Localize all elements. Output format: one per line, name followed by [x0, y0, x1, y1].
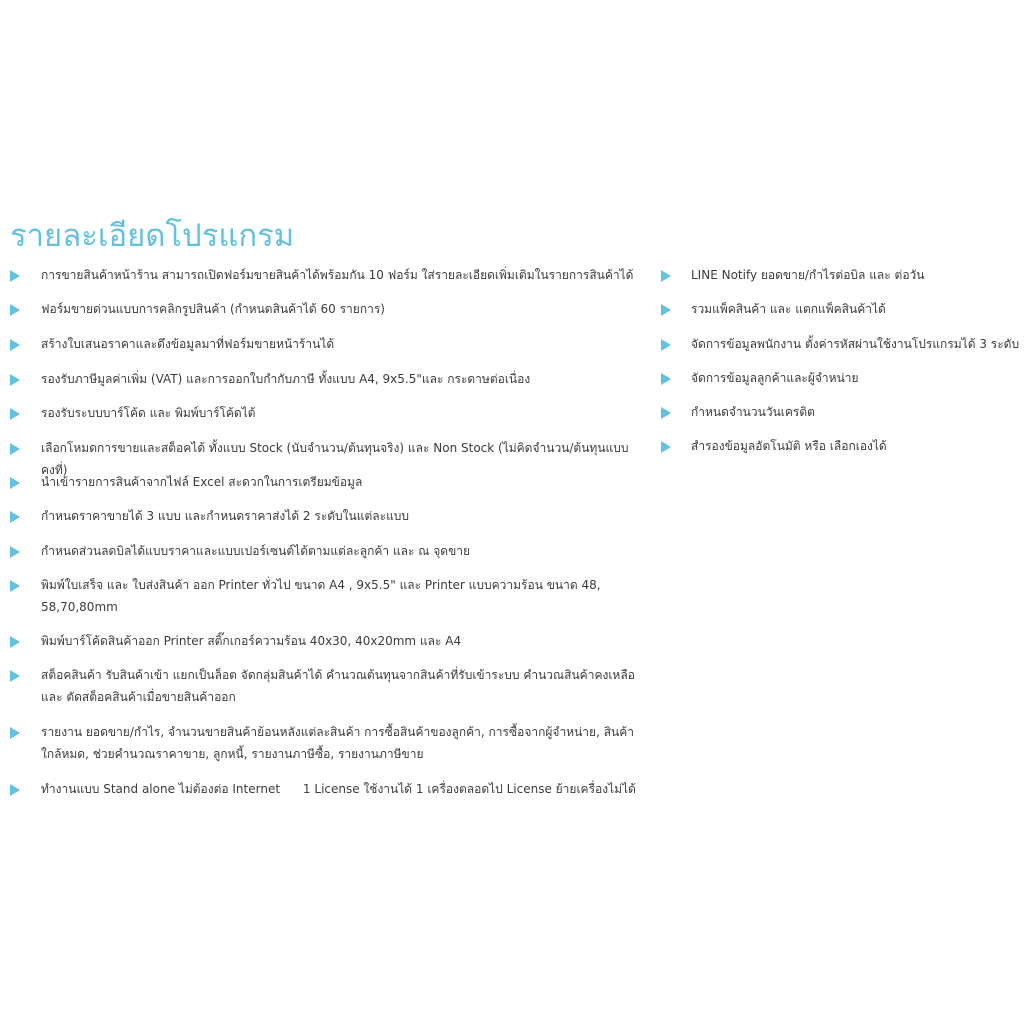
triangle-bullet-icon	[10, 727, 20, 739]
triangle-bullet-icon	[10, 270, 20, 282]
triangle-bullet-icon	[10, 477, 20, 489]
triangle-bullet-icon	[661, 407, 671, 419]
triangle-bullet-icon	[10, 408, 20, 420]
feature-text: รายงาน ยอดขาย/กำไร, จำนวนขายสินค้าย้อนหลังแต่ละสินค้า การซื้อสินค้าของลูกค้า, การซื้อจากผู้จำหน่าย, สินค้าใกล้หมด, ช่วยคำนวณราคาขาย, ลูกหนี้, รายงานภาษีซื้อ, รายงานภาษีขาย	[41, 725, 634, 761]
feature-text: พิมพ์บาร์โค้ดสินค้าออก Printer สติ๊กเกอร์ความร้อน 40x30, 40x20mm และ A4	[41, 634, 462, 648]
feature-text: กำหนดส่วนลดบิลได้แบบราคาและแบบเปอร์เซนต์ได้ตามแต่ละลูกค้า และ ณ จุดขาย	[41, 544, 471, 558]
triangle-bullet-icon	[661, 441, 671, 453]
feature-text: สำรองข้อมูลอัตโนมัติ หรือ เลือกเองได้	[691, 439, 887, 453]
page-title: รายละเอียดโปรแกรม	[10, 218, 295, 254]
feature-item	[10, 632, 650, 652]
triangle-bullet-icon	[10, 580, 20, 592]
triangle-bullet-icon	[10, 670, 20, 682]
feature-item	[10, 723, 650, 765]
triangle-bullet-icon	[10, 304, 20, 316]
feature-item	[661, 437, 1021, 457]
triangle-bullet-icon	[10, 374, 20, 386]
feature-text: ทำงานแบบ Stand alone ไม่ต้องต่อ Internet 1 License ใช้งานได้ 1 เครื่องตลอดไป License ย้ายเครื่องไม่ได้	[41, 782, 636, 796]
feature-text: การขายสินค้าหน้าร้าน สามารถเปิดฟอร์มขายสินค้าได้พร้อมกัน 10 ฟอร์ม ใส่รายละเอียดเพิ่มเติมในรายการสินค้าได้	[41, 268, 634, 282]
feature-text: ฟอร์มขายด่วนแบบการคลิกรูปสินค้า (กำหนดสินค้าได้ 60 รายการ)	[41, 302, 385, 316]
triangle-bullet-icon	[10, 546, 20, 558]
triangle-bullet-icon	[661, 339, 671, 351]
feature-item	[10, 266, 650, 286]
feature-item	[10, 666, 650, 708]
feature-item	[661, 335, 1021, 355]
feature-item	[661, 403, 1021, 423]
feature-item	[10, 335, 650, 355]
feature-text: กำหนดจำนวนวันเครดิต	[691, 405, 815, 419]
feature-text: เลือกโหมดการขายและสต็อคได้ ทั้งแบบ Stock (นับจำนวน/ต้นทุนจริง) และ Non Stock (ไม่คิดจำนวน/ต้นทุนแบบคงที่)	[41, 441, 629, 477]
feature-item	[10, 473, 650, 493]
triangle-bullet-icon	[10, 339, 20, 351]
feature-item	[10, 507, 650, 527]
feature-text: รองรับภาษีมูลค่าเพิ่ม (VAT) และการออกใบกำกับภาษี ทั้งแบบ A4, 9x5.5"และ กระดาษต่อเนื่อง	[41, 372, 531, 386]
feature-text: กำหนดราคาขายได้ 3 แบบ และกำหนดราคาส่งได้ 2 ระดับในแต่ละแบบ	[41, 509, 410, 523]
feature-item	[10, 780, 650, 800]
triangle-bullet-icon	[661, 304, 671, 316]
feature-text: นำเข้ารายการสินค้าจากไฟล์ Excel สะดวกในการเตรียมข้อมูล	[41, 475, 363, 489]
feature-item	[10, 542, 650, 562]
feature-text: สต็อคสินค้า รับสินค้าเข้า แยกเป็นล็อต จัดกลุ่มสินค้าได้ คำนวณต้นทุนจากสินค้าที่รับเข้าระบบ คำนวณสินค้าคงเหลือ และ ตัดสต็อคสินค้าเมื่อขายสินค้าออก	[41, 668, 635, 704]
feature-item	[661, 369, 1021, 389]
triangle-bullet-icon	[10, 636, 20, 648]
feature-item	[661, 266, 1021, 286]
feature-text: รวมแพ็คสินค้า และ แตกแพ็คสินค้าได้	[691, 302, 886, 316]
feature-item	[10, 576, 650, 618]
feature-text: จัดการข้อมูลลูกค้าและผู้จำหน่าย	[691, 371, 859, 385]
feature-text: รองรับระบบบาร์โค้ด และ พิมพ์บาร์โค้ดได้	[41, 406, 256, 420]
triangle-bullet-icon	[10, 443, 20, 455]
triangle-bullet-icon	[661, 270, 671, 282]
feature-text: LINE Notify ยอดขาย/กำไรต่อบิล และ ต่อวัน	[691, 268, 925, 282]
feature-item	[10, 370, 650, 390]
triangle-bullet-icon	[661, 373, 671, 385]
feature-item	[10, 300, 650, 320]
feature-text: จัดการข้อมูลพนักงาน ตั้งค่ารหัสผ่านใช้งานโปรแกรมได้ 3 ระดับ	[691, 337, 1020, 351]
feature-text: สร้างใบเสนอราคาและดึงข้อมูลมาที่ฟอร์มขายหน้าร้านได้	[41, 337, 335, 351]
feature-item	[10, 404, 650, 424]
feature-text: พิมพ์ใบเสร็จ และ ใบส่งสินค้า ออก Printer ทั่วไป ขนาด A4 , 9x5.5" และ Printer แบบความร้อน ขนาด 48, 58,70,80mm	[41, 578, 601, 614]
feature-item	[661, 300, 1021, 320]
triangle-bullet-icon	[10, 511, 20, 523]
triangle-bullet-icon	[10, 784, 20, 796]
